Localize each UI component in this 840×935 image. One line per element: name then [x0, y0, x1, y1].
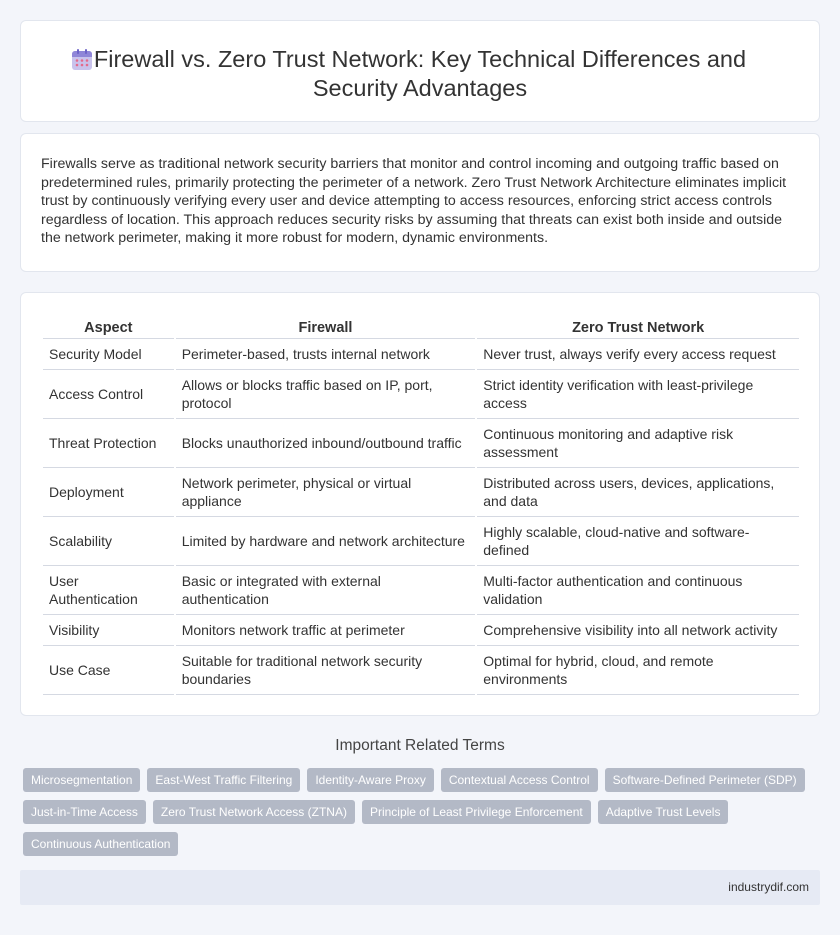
related-term-tag[interactable]: East-West Traffic Filtering	[147, 768, 300, 792]
zero-trust-cell: Distributed across users, devices, applications, and data	[477, 468, 799, 517]
title-card	[20, 20, 820, 122]
firewall-cell: Blocks unauthorized inbound/outbound traffic	[176, 419, 476, 468]
firewall-cell: Monitors network traffic at perimeter	[176, 615, 476, 646]
firewall-cell: Limited by hardware and network architecture	[176, 517, 476, 566]
column-header-zero-trust: Zero Trust Network	[477, 315, 799, 339]
firewall-cell: Allows or blocks traffic based on IP, port, protocol	[176, 370, 476, 419]
table-row	[43, 517, 799, 566]
zero-trust-cell: Highly scalable, cloud-native and software-defined	[477, 517, 799, 566]
firewall-cell: Network perimeter, physical or virtual appliance	[176, 468, 476, 517]
table-row	[43, 370, 799, 419]
comparison-table	[41, 315, 801, 695]
firewall-cell: Perimeter-based, trusts internal network	[176, 339, 476, 370]
aspect-cell: Visibility	[43, 615, 174, 646]
related-term-tag[interactable]: Contextual Access Control	[441, 768, 598, 792]
related-term-tag[interactable]: Identity-Aware Proxy	[307, 768, 434, 792]
aspect-cell: Threat Protection	[43, 419, 174, 468]
aspect-cell: Use Case	[43, 646, 174, 695]
related-term-tag[interactable]: Zero Trust Network Access (ZTNA)	[153, 800, 355, 824]
zero-trust-cell: Multi-factor authentication and continuous validation	[477, 566, 799, 615]
zero-trust-cell: Optimal for hybrid, cloud, and remote environments	[477, 646, 799, 695]
table-row	[43, 566, 799, 615]
column-header-firewall: Firewall	[176, 315, 476, 339]
table-row	[43, 339, 799, 370]
aspect-cell: Scalability	[43, 517, 174, 566]
related-term-tag[interactable]: Microsegmentation	[23, 768, 140, 792]
firewall-cell: Basic or integrated with external authentication	[176, 566, 476, 615]
zero-trust-cell: Never trust, always verify every access request	[477, 339, 799, 370]
related-terms-list	[23, 768, 813, 856]
zero-trust-cell: Comprehensive visibility into all network activity	[477, 615, 799, 646]
related-term-tag[interactable]: Software-Defined Perimeter (SDP)	[605, 768, 805, 792]
related-term-tag[interactable]: Adaptive Trust Levels	[598, 800, 729, 824]
footer	[20, 870, 820, 905]
zero-trust-cell: Strict identity verification with least-privilege access	[477, 370, 799, 419]
related-terms-heading: Important Related Terms	[335, 737, 505, 754]
comparison-card	[20, 292, 820, 716]
firewall-cell: Suitable for traditional network security boundaries	[176, 646, 476, 695]
column-header-aspect: Aspect	[43, 315, 174, 339]
related-term-tag[interactable]: Just-in-Time Access	[23, 800, 146, 824]
intro-card	[20, 133, 820, 272]
table-header-row	[43, 315, 799, 339]
intro-paragraph: Firewalls serve as traditional network security barriers that monitor and control incoming and outgoing traffic based on predetermined rules, primarily protecting the perimeter of a network. Zero Trust Network Architecture eliminates implicit trust by continuously verifying every user and device attempting to access resources, enforcing strict access controls regardless of location. This approach reduces security risks by assuming that threats can exist both inside and outside the network perimeter, making it more robust for modern, dynamic environments.	[41, 156, 787, 247]
zero-trust-cell: Continuous monitoring and adaptive risk assessment	[477, 419, 799, 468]
footer-site-link[interactable]: industrydif.com	[728, 880, 809, 894]
table-row	[43, 646, 799, 695]
page-title: Firewall vs. Zero Trust Network: Key Technical Differences and Security Advantages	[93, 46, 747, 101]
aspect-cell: Access Control	[43, 370, 174, 419]
aspect-cell: User Authentication	[43, 566, 174, 615]
related-term-tag[interactable]: Principle of Least Privilege Enforcement	[362, 800, 591, 824]
aspect-cell: Deployment	[43, 468, 174, 517]
related-term-tag[interactable]: Continuous Authentication	[23, 832, 178, 856]
table-row	[43, 468, 799, 517]
aspect-cell: Security Model	[43, 339, 174, 370]
table-row	[43, 615, 799, 646]
table-row	[43, 419, 799, 468]
